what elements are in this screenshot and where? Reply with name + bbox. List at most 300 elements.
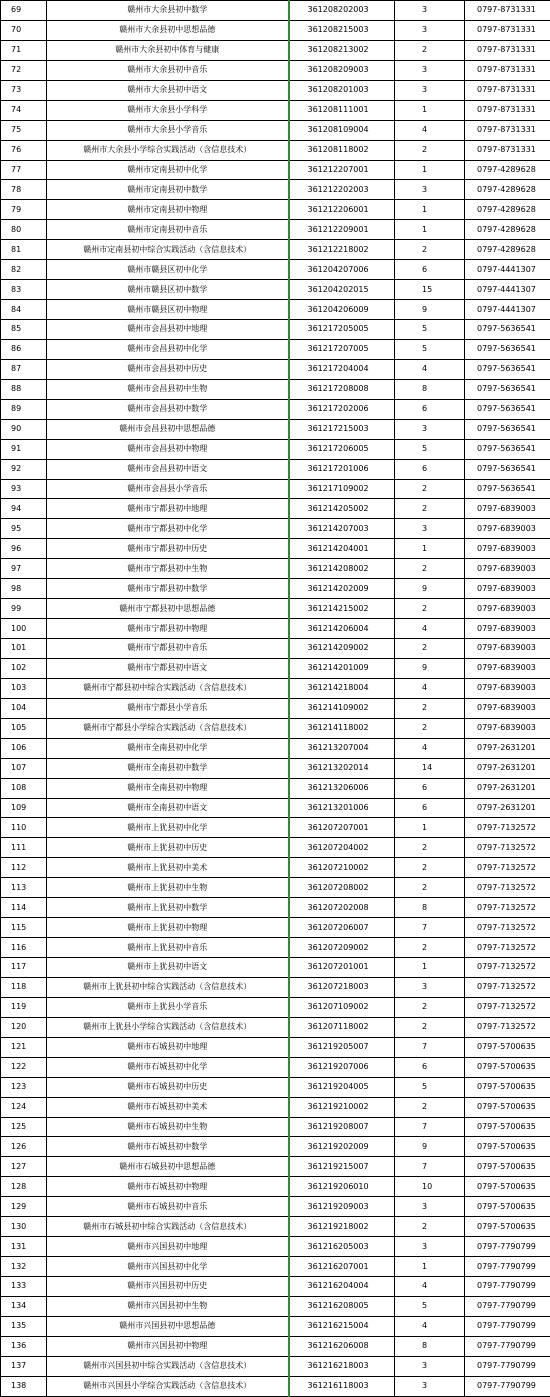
row-number-cell: 96 [1, 539, 47, 559]
post-name-cell: 赣州市赣县区初中物理 [47, 300, 289, 320]
table-row [1, 599, 550, 619]
table-body [1, 1, 550, 1397]
vacancy-count-cell: 1 [395, 200, 465, 220]
row-number-cell: 125 [1, 1117, 47, 1137]
post-code-cell: 361207209002 [289, 938, 395, 958]
row-number-cell: 112 [1, 858, 47, 878]
row-number-cell: 109 [1, 798, 47, 818]
contact-phone-cell: 0797-6839003 [465, 559, 550, 579]
row-number-cell: 76 [1, 140, 47, 160]
contact-phone-cell: 0797-5636541 [465, 320, 550, 340]
row-number-cell: 78 [1, 180, 47, 200]
row-number-cell: 80 [1, 220, 47, 240]
post-code-cell: 361208111001 [289, 100, 395, 120]
contact-phone-cell: 0797-4289628 [465, 160, 550, 180]
table-row [1, 1097, 550, 1117]
vacancy-count-cell: 4 [395, 1277, 465, 1297]
post-code-cell: 361207206007 [289, 918, 395, 938]
post-code-cell: 361207207001 [289, 818, 395, 838]
post-code-cell: 361214208002 [289, 559, 395, 579]
row-number-cell: 70 [1, 20, 47, 40]
vacancy-count-cell: 7 [395, 1117, 465, 1137]
row-number-cell: 91 [1, 439, 47, 459]
table-row [1, 1137, 550, 1157]
post-code-cell: 361214209002 [289, 639, 395, 659]
post-name-cell: 赣州市上犹县小学综合实践活动（含信息技术） [47, 1017, 289, 1037]
post-code-cell: 361216215004 [289, 1316, 395, 1336]
table-row [1, 579, 550, 599]
post-name-cell: 赣州市全南县初中化学 [47, 738, 289, 758]
table-row [1, 559, 550, 579]
post-code-cell: 361216118003 [289, 1376, 395, 1396]
vacancy-count-cell: 2 [395, 718, 465, 738]
contact-phone-cell: 0797-2631201 [465, 798, 550, 818]
post-name-cell: 赣州市石城县初中美术 [47, 1097, 289, 1117]
row-number-cell: 136 [1, 1336, 47, 1356]
post-code-cell: 361219202009 [289, 1137, 395, 1157]
post-name-cell: 赣州市上犹县小学音乐 [47, 997, 289, 1017]
contact-phone-cell: 0797-7132572 [465, 938, 550, 958]
post-code-cell: 361207208002 [289, 878, 395, 898]
post-name-cell: 赣州市兴国县初中化学 [47, 1257, 289, 1277]
vacancy-count-cell: 3 [395, 1237, 465, 1257]
post-code-cell: 361207202008 [289, 898, 395, 918]
vacancy-count-cell: 1 [395, 160, 465, 180]
contact-phone-cell: 0797-8731331 [465, 40, 550, 60]
table-row [1, 539, 550, 559]
row-number-cell: 114 [1, 898, 47, 918]
post-code-cell: 361212209001 [289, 220, 395, 240]
contact-phone-cell: 0797-5636541 [465, 379, 550, 399]
post-code-cell: 361207204002 [289, 838, 395, 858]
vacancy-count-cell: 2 [395, 40, 465, 60]
row-number-cell: 74 [1, 100, 47, 120]
contact-phone-cell: 0797-6839003 [465, 499, 550, 519]
post-name-cell: 赣州市宁都县初中数学 [47, 579, 289, 599]
contact-phone-cell: 0797-5636541 [465, 479, 550, 499]
post-code-cell: 361219207006 [289, 1057, 395, 1077]
contact-phone-cell: 0797-5700635 [465, 1157, 550, 1177]
post-code-cell: 361208201003 [289, 80, 395, 100]
vacancy-count-cell: 4 [395, 1316, 465, 1336]
post-code-cell: 361213201006 [289, 798, 395, 818]
vacancy-count-cell: 6 [395, 399, 465, 419]
contact-phone-cell: 0797-4289628 [465, 240, 550, 260]
row-number-cell: 72 [1, 60, 47, 80]
post-name-cell: 赣州市石城县初中数学 [47, 1137, 289, 1157]
row-number-cell: 83 [1, 280, 47, 300]
table-row [1, 1237, 550, 1257]
contact-phone-cell: 0797-5636541 [465, 419, 550, 439]
row-number-cell: 134 [1, 1296, 47, 1316]
contact-phone-cell: 0797-7132572 [465, 838, 550, 858]
post-name-cell: 赣州市大余县小学音乐 [47, 120, 289, 140]
post-name-cell: 赣州市上犹县初中生物 [47, 878, 289, 898]
table-row [1, 718, 550, 738]
contact-phone-cell: 0797-2631201 [465, 778, 550, 798]
post-name-cell: 赣州市会昌县小学音乐 [47, 479, 289, 499]
post-code-cell: 361204206009 [289, 300, 395, 320]
post-code-cell: 361204202015 [289, 280, 395, 300]
post-code-cell: 361216218003 [289, 1356, 395, 1376]
row-number-cell: 110 [1, 818, 47, 838]
contact-phone-cell: 0797-5700635 [465, 1217, 550, 1237]
row-number-cell: 105 [1, 718, 47, 738]
table-row [1, 798, 550, 818]
vacancy-count-cell: 2 [395, 1217, 465, 1237]
row-number-cell: 79 [1, 200, 47, 220]
table-row [1, 1177, 550, 1197]
table-row [1, 898, 550, 918]
row-number-cell: 104 [1, 698, 47, 718]
post-name-cell: 赣州市定南县初中综合实践活动（含信息技术） [47, 240, 289, 260]
vacancy-count-cell: 2 [395, 938, 465, 958]
contact-phone-cell: 0797-7132572 [465, 997, 550, 1017]
contact-phone-cell: 0797-8731331 [465, 100, 550, 120]
row-number-cell: 99 [1, 599, 47, 619]
contact-phone-cell: 0797-6839003 [465, 539, 550, 559]
post-code-cell: 361216208005 [289, 1296, 395, 1316]
vacancy-count-cell: 6 [395, 778, 465, 798]
row-number-cell: 87 [1, 359, 47, 379]
contact-phone-cell: 0797-7790799 [465, 1296, 550, 1316]
contact-phone-cell: 0797-7790799 [465, 1356, 550, 1376]
post-name-cell: 赣州市赣县区初中数学 [47, 280, 289, 300]
contact-phone-cell: 0797-6839003 [465, 519, 550, 539]
post-code-cell: 361217202006 [289, 399, 395, 419]
vacancy-count-cell: 2 [395, 140, 465, 160]
vacancy-count-cell: 1 [395, 100, 465, 120]
post-name-cell: 赣州市上犹县初中数学 [47, 898, 289, 918]
contact-phone-cell: 0797-6839003 [465, 599, 550, 619]
contact-phone-cell: 0797-7132572 [465, 898, 550, 918]
post-code-cell: 361214218004 [289, 678, 395, 698]
post-name-cell: 赣州市石城县初中化学 [47, 1057, 289, 1077]
post-name-cell: 赣州市石城县初中音乐 [47, 1197, 289, 1217]
post-code-cell: 361216204004 [289, 1277, 395, 1297]
row-number-cell: 86 [1, 339, 47, 359]
post-name-cell: 赣州市大余县初中音乐 [47, 60, 289, 80]
post-code-cell: 361219204005 [289, 1077, 395, 1097]
post-code-cell: 361207109002 [289, 997, 395, 1017]
post-name-cell: 赣州市会昌县初中语文 [47, 459, 289, 479]
row-number-cell: 71 [1, 40, 47, 60]
post-name-cell: 赣州市定南县初中物理 [47, 200, 289, 220]
post-code-cell: 361212207001 [289, 160, 395, 180]
post-name-cell: 赣州市会昌县初中生物 [47, 379, 289, 399]
contact-phone-cell: 0797-7132572 [465, 918, 550, 938]
vacancy-count-cell: 3 [395, 1, 465, 21]
contact-phone-cell: 0797-7132572 [465, 958, 550, 978]
post-code-cell: 361213206006 [289, 778, 395, 798]
post-code-cell: 361207210002 [289, 858, 395, 878]
row-number-cell: 129 [1, 1197, 47, 1217]
vacancy-count-cell: 3 [395, 60, 465, 80]
post-name-cell: 赣州市大余县小学科学 [47, 100, 289, 120]
vacancy-count-cell: 5 [395, 439, 465, 459]
table-row [1, 1277, 550, 1297]
post-name-cell: 赣州市大余县初中数学 [47, 1, 289, 21]
row-number-cell: 123 [1, 1077, 47, 1097]
contact-phone-cell: 0797-5700635 [465, 1077, 550, 1097]
vacancy-count-cell: 4 [395, 619, 465, 639]
contact-phone-cell: 0797-7790799 [465, 1277, 550, 1297]
contact-phone-cell: 0797-5700635 [465, 1037, 550, 1057]
post-name-cell: 赣州市兴国县初中地理 [47, 1237, 289, 1257]
post-name-cell: 赣州市会昌县初中历史 [47, 359, 289, 379]
vacancy-count-cell: 8 [395, 379, 465, 399]
row-number-cell: 92 [1, 459, 47, 479]
contact-phone-cell: 0797-7132572 [465, 818, 550, 838]
vacancy-count-cell: 3 [395, 180, 465, 200]
row-number-cell: 95 [1, 519, 47, 539]
post-name-cell: 赣州市宁都县初中综合实践活动（含信息技术） [47, 678, 289, 698]
vacancy-count-cell: 6 [395, 459, 465, 479]
row-number-cell: 73 [1, 80, 47, 100]
contact-phone-cell: 0797-5700635 [465, 1117, 550, 1137]
post-code-cell: 361214215002 [289, 599, 395, 619]
post-name-cell: 赣州市宁都县小学音乐 [47, 698, 289, 718]
contact-phone-cell: 0797-7790799 [465, 1376, 550, 1396]
row-number-cell: 69 [1, 1, 47, 21]
post-code-cell: 361208118002 [289, 140, 395, 160]
table-row [1, 918, 550, 938]
contact-phone-cell: 0797-6839003 [465, 639, 550, 659]
post-code-cell: 361208213002 [289, 40, 395, 60]
post-name-cell: 赣州市会昌县初中地理 [47, 320, 289, 340]
vacancy-count-cell: 6 [395, 260, 465, 280]
contact-phone-cell: 0797-5700635 [465, 1057, 550, 1077]
post-code-cell: 361219208007 [289, 1117, 395, 1137]
row-number-cell: 81 [1, 240, 47, 260]
vacancy-count-cell: 3 [395, 519, 465, 539]
table-row [1, 439, 550, 459]
table-row [1, 280, 550, 300]
table-row [1, 100, 550, 120]
table-row [1, 339, 550, 359]
contact-phone-cell: 0797-8731331 [465, 20, 550, 40]
vacancy-count-cell: 2 [395, 698, 465, 718]
vacancy-count-cell: 15 [395, 280, 465, 300]
post-name-cell: 赣州市定南县初中数学 [47, 180, 289, 200]
post-code-cell: 361208215003 [289, 20, 395, 40]
table-row [1, 499, 550, 519]
contact-phone-cell: 0797-5636541 [465, 359, 550, 379]
post-name-cell: 赣州市大余县小学综合实践活动（含信息技术） [47, 140, 289, 160]
post-name-cell: 赣州市上犹县初中美术 [47, 858, 289, 878]
contact-phone-cell: 0797-7132572 [465, 858, 550, 878]
row-number-cell: 107 [1, 758, 47, 778]
contact-phone-cell: 0797-8731331 [465, 80, 550, 100]
post-code-cell: 361219210002 [289, 1097, 395, 1117]
table-row [1, 639, 550, 659]
contact-phone-cell: 0797-7790799 [465, 1316, 550, 1336]
row-number-cell: 75 [1, 120, 47, 140]
post-code-cell: 361217201006 [289, 459, 395, 479]
row-number-cell: 132 [1, 1257, 47, 1277]
table-row [1, 1336, 550, 1356]
table-row [1, 220, 550, 240]
table-row [1, 1217, 550, 1237]
post-code-cell: 361214201009 [289, 658, 395, 678]
vacancy-count-cell: 7 [395, 918, 465, 938]
row-number-cell: 113 [1, 878, 47, 898]
contact-phone-cell: 0797-6839003 [465, 579, 550, 599]
contact-phone-cell: 0797-4441307 [465, 260, 550, 280]
post-name-cell: 赣州市上犹县初中音乐 [47, 938, 289, 958]
vacancy-count-cell: 3 [395, 80, 465, 100]
post-name-cell: 赣州市上犹县初中综合实践活动（含信息技术） [47, 977, 289, 997]
vacancy-count-cell: 1 [395, 220, 465, 240]
contact-phone-cell: 0797-6839003 [465, 718, 550, 738]
post-code-cell: 361219206010 [289, 1177, 395, 1197]
vacancy-count-cell: 4 [395, 120, 465, 140]
contact-phone-cell: 0797-4289628 [465, 180, 550, 200]
post-name-cell: 赣州市宁都县小学综合实践活动（含信息技术） [47, 718, 289, 738]
row-number-cell: 108 [1, 778, 47, 798]
post-name-cell: 赣州市宁都县初中语文 [47, 658, 289, 678]
post-name-cell: 赣州市上犹县初中化学 [47, 818, 289, 838]
row-number-cell: 128 [1, 1177, 47, 1197]
vacancy-count-cell: 4 [395, 678, 465, 698]
table-row [1, 778, 550, 798]
row-number-cell: 94 [1, 499, 47, 519]
post-name-cell: 赣州市兴国县初中思想品德 [47, 1316, 289, 1336]
vacancy-count-cell: 2 [395, 639, 465, 659]
table-row [1, 698, 550, 718]
vacancy-count-cell: 2 [395, 1017, 465, 1037]
vacancy-count-cell: 1 [395, 539, 465, 559]
post-code-cell: 361219209003 [289, 1197, 395, 1217]
row-number-cell: 98 [1, 579, 47, 599]
table-row [1, 1037, 550, 1057]
vacancy-count-cell: 3 [395, 20, 465, 40]
vacancy-count-cell: 2 [395, 1097, 465, 1117]
contact-phone-cell: 0797-4289628 [465, 220, 550, 240]
contact-phone-cell: 0797-8731331 [465, 120, 550, 140]
vacancy-count-cell: 2 [395, 997, 465, 1017]
table-row [1, 1376, 550, 1396]
post-code-cell: 361219215007 [289, 1157, 395, 1177]
row-number-cell: 101 [1, 639, 47, 659]
post-code-cell: 361217208008 [289, 379, 395, 399]
vacancy-count-cell: 4 [395, 738, 465, 758]
contact-phone-cell: 0797-8731331 [465, 1, 550, 21]
row-number-cell: 116 [1, 938, 47, 958]
post-name-cell: 赣州市赣县区初中化学 [47, 260, 289, 280]
table-row [1, 658, 550, 678]
vacancy-count-cell: 2 [395, 599, 465, 619]
vacancy-count-cell: 14 [395, 758, 465, 778]
table-row [1, 240, 550, 260]
table-row [1, 738, 550, 758]
post-name-cell: 赣州市石城县初中物理 [47, 1177, 289, 1197]
row-number-cell: 122 [1, 1057, 47, 1077]
post-name-cell: 赣州市宁都县初中地理 [47, 499, 289, 519]
table-row [1, 180, 550, 200]
table-row [1, 619, 550, 639]
vacancy-count-cell: 2 [395, 858, 465, 878]
post-name-cell: 赣州市大余县初中思想品德 [47, 20, 289, 40]
post-name-cell: 赣州市定南县初中音乐 [47, 220, 289, 240]
post-code-cell: 361217205005 [289, 320, 395, 340]
post-name-cell: 赣州市大余县初中语文 [47, 80, 289, 100]
vacancy-count-cell: 9 [395, 1137, 465, 1157]
vacancy-count-cell: 3 [395, 977, 465, 997]
contact-phone-cell: 0797-7790799 [465, 1237, 550, 1257]
vacancy-count-cell: 4 [395, 359, 465, 379]
post-name-cell: 赣州市会昌县初中数学 [47, 399, 289, 419]
post-name-cell: 赣州市会昌县初中化学 [47, 339, 289, 359]
row-number-cell: 138 [1, 1376, 47, 1396]
table-row [1, 419, 550, 439]
vacancy-count-cell: 3 [395, 1356, 465, 1376]
post-name-cell: 赣州市宁都县初中音乐 [47, 639, 289, 659]
row-number-cell: 121 [1, 1037, 47, 1057]
post-code-cell: 361213207004 [289, 738, 395, 758]
row-number-cell: 89 [1, 399, 47, 419]
row-number-cell: 133 [1, 1277, 47, 1297]
table-row [1, 20, 550, 40]
table-row [1, 938, 550, 958]
table-row [1, 958, 550, 978]
vacancy-count-cell: 2 [395, 479, 465, 499]
table-row [1, 80, 550, 100]
post-code-cell: 361216207001 [289, 1257, 395, 1277]
vacancy-count-cell: 9 [395, 579, 465, 599]
contact-phone-cell: 0797-5700635 [465, 1197, 550, 1217]
table-row [1, 1, 550, 21]
table-row [1, 977, 550, 997]
post-name-cell: 赣州市宁都县初中物理 [47, 619, 289, 639]
contact-phone-cell: 0797-7132572 [465, 878, 550, 898]
table-row [1, 878, 550, 898]
table-row [1, 1077, 550, 1097]
row-number-cell: 118 [1, 977, 47, 997]
table-row [1, 60, 550, 80]
contact-phone-cell: 0797-8731331 [465, 60, 550, 80]
post-code-cell: 361217109002 [289, 479, 395, 499]
row-number-cell: 100 [1, 619, 47, 639]
vacancy-count-cell: 7 [395, 1037, 465, 1057]
post-name-cell: 赣州市石城县初中生物 [47, 1117, 289, 1137]
post-code-cell: 361219218002 [289, 1217, 395, 1237]
post-name-cell: 赣州市石城县初中综合实践活动（含信息技术） [47, 1217, 289, 1237]
post-code-cell: 361217215003 [289, 419, 395, 439]
post-name-cell: 赣州市全南县初中语文 [47, 798, 289, 818]
vacancy-count-cell: 2 [395, 499, 465, 519]
vacancy-count-cell: 9 [395, 300, 465, 320]
table-row [1, 359, 550, 379]
row-number-cell: 106 [1, 738, 47, 758]
post-code-cell: 361217207005 [289, 339, 395, 359]
post-name-cell: 赣州市大余县初中体育与健康 [47, 40, 289, 60]
table-row [1, 818, 550, 838]
contact-phone-cell: 0797-5636541 [465, 459, 550, 479]
post-name-cell: 赣州市上犹县初中历史 [47, 838, 289, 858]
vacancy-count-cell: 5 [395, 320, 465, 340]
post-name-cell: 赣州市宁都县初中历史 [47, 539, 289, 559]
post-name-cell: 赣州市兴国县初中物理 [47, 1336, 289, 1356]
post-name-cell: 赣州市石城县初中地理 [47, 1037, 289, 1057]
contact-phone-cell: 0797-5700635 [465, 1177, 550, 1197]
table-row [1, 200, 550, 220]
row-number-cell: 102 [1, 658, 47, 678]
vacancy-count-cell: 5 [395, 339, 465, 359]
row-number-cell: 111 [1, 838, 47, 858]
post-code-cell: 361207201001 [289, 958, 395, 978]
contact-phone-cell: 0797-6839003 [465, 698, 550, 718]
